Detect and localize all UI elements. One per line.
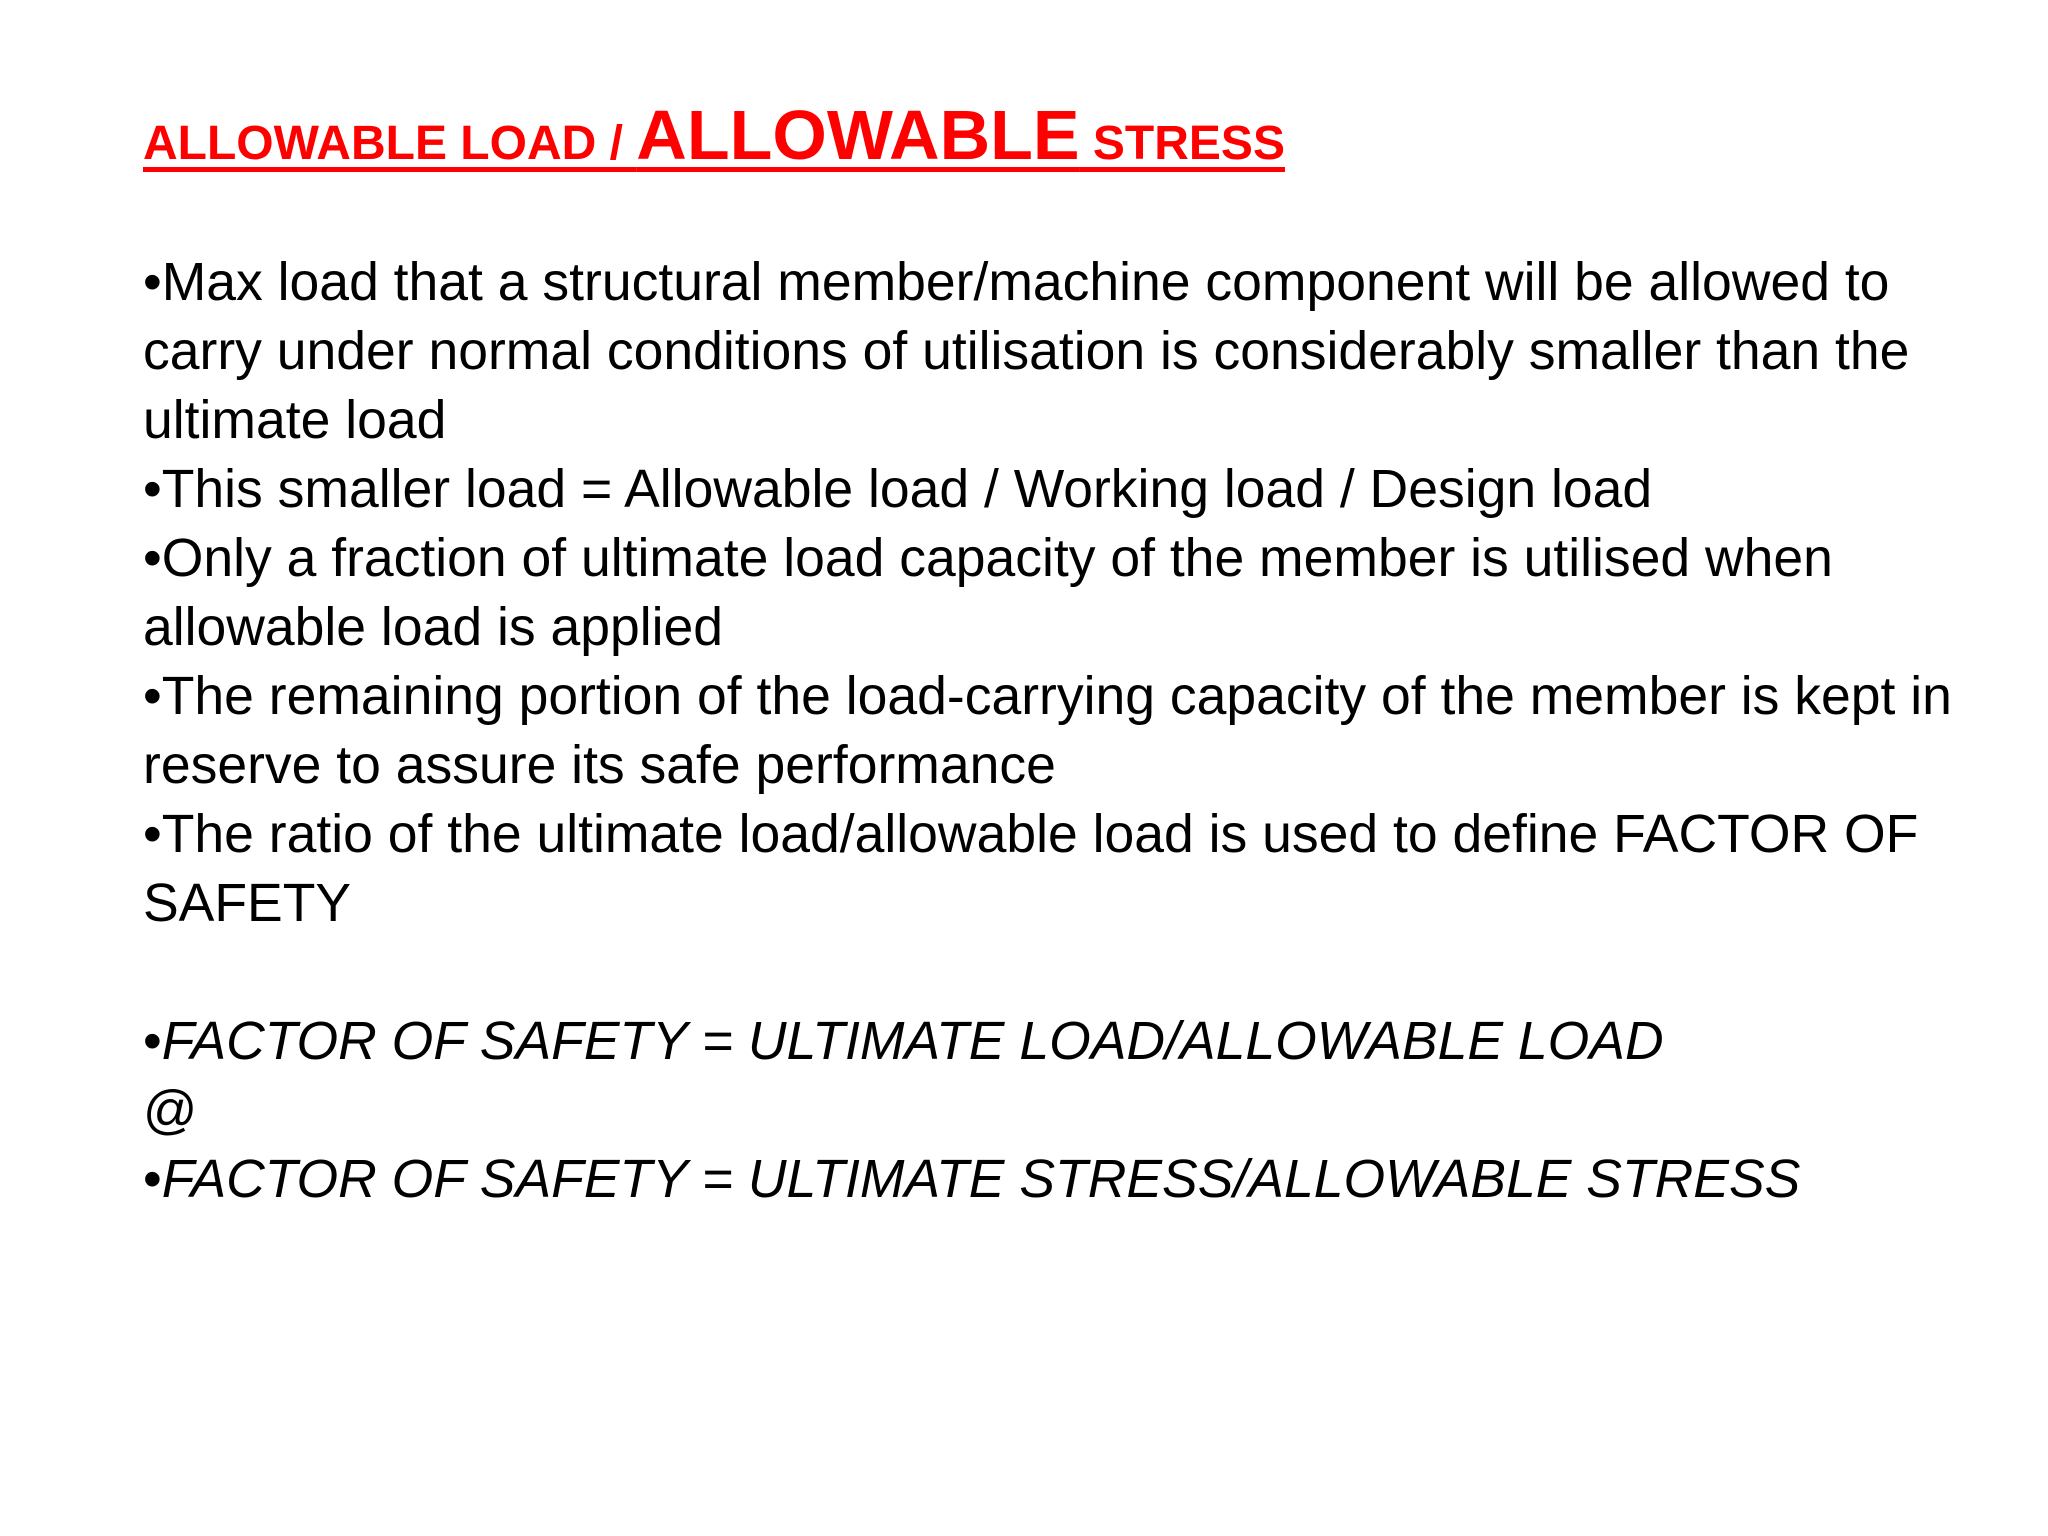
formula-load: [143, 1007, 1973, 1076]
bullet-icon: •: [143, 460, 162, 519]
bullet-item-max-load: [143, 248, 1973, 455]
bullet-icon: •: [143, 529, 162, 588]
bullet-text: This smaller load = Allowable load / Working load / Design load: [161, 460, 1653, 519]
bullet-icon: •: [143, 1012, 162, 1071]
bullet-icon: •: [143, 253, 162, 312]
slide-title: [143, 96, 1285, 174]
bullet-item-smaller-load: [143, 455, 1973, 524]
bullet-text: The remaining portion of the load-carrying capacity of the member is kept in reserve to assure its safe performance: [143, 667, 1952, 795]
formula-text: FACTOR OF SAFETY = ULTIMATE STRESS/ALLOWABLE STRESS: [161, 1150, 1801, 1209]
title-part-allowable: ALLOWABLE: [636, 96, 1080, 174]
bullet-item-ratio: [143, 800, 1973, 938]
formula-separator: @: [143, 1081, 198, 1140]
bullet-text: The ratio of the ultimate load/allowable load is used to define FACTOR OF SAFETY: [143, 805, 1919, 933]
bullet-text: Max load that a structural member/machine component will be allowed to carry under normal conditions of utilisation is considerably smaller than the ultimate load: [143, 253, 1910, 450]
bullet-icon: •: [143, 1150, 162, 1209]
spacer: [143, 938, 1973, 1007]
bullet-item-fraction: [143, 524, 1973, 662]
title-part-allowable-load: ALLOWABLE LOAD /: [143, 117, 637, 170]
bullet-icon: •: [143, 805, 162, 864]
bullet-text: Only a fraction of ultimate load capacity of the member is utilised when allowable load is applied: [143, 529, 1833, 657]
slide-body: [143, 248, 1973, 1214]
bullet-item-remaining-portion: [143, 662, 1973, 800]
formula-stress: [143, 1145, 1973, 1214]
title-part-stress: STRESS: [1079, 117, 1285, 170]
formula-text: FACTOR OF SAFETY = ULTIMATE LOAD/ALLOWABLE LOAD: [161, 1012, 1664, 1071]
bullet-icon: •: [143, 667, 162, 726]
